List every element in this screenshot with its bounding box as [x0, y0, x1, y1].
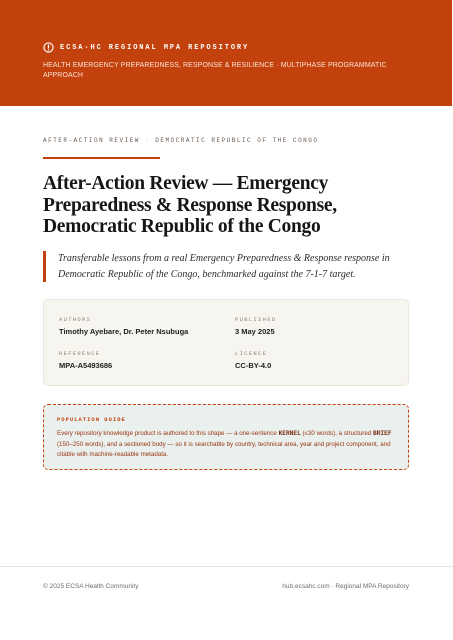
meta-reference-label: REFERENCE: [59, 350, 101, 357]
guide-text-3: (150–250 words), and a sectioned body — so it is searchable by country, technical area, year and project component, and citable with machine-readable metadata.: [57, 440, 391, 458]
guide-text-2: (≤30 words), a structured: [300, 430, 373, 437]
guide-keyword-kernel: KERNEL: [278, 430, 301, 437]
footer-divider: [0, 566, 453, 567]
meta-reference-value: MPA-A5493686: [59, 361, 113, 370]
lede-quote: Transferable lessons from a real Emergency Preparedness & Response response in Democratic Republic of the Congo, benchmarked against the 7-1-7 target.: [43, 251, 403, 282]
meta-published: [235, 316, 276, 336]
meta-licence-label: LICENCE: [235, 350, 268, 357]
meta-licence: [235, 350, 271, 370]
meta-reference: [59, 350, 112, 370]
meta-authors-value: Timothy Ayebare, Dr. Peter Nsubuga: [59, 327, 189, 336]
meta-authors: [59, 316, 188, 336]
page-title: After-Action Review — Emergency Preparedness & Response Response, Democratic Republic of the Congo: [43, 173, 337, 237]
eyebrow-separator: ·: [145, 137, 151, 144]
repository-header: [0, 0, 452, 106]
meta-published-value: 3 May 2025: [235, 327, 275, 336]
document-type: AFTER-ACTION REVIEW: [43, 137, 140, 144]
accent-rule: [43, 157, 160, 159]
document-eyebrow: [43, 137, 318, 144]
population-guide: [43, 404, 409, 470]
guide-text-1: Every repository knowledge product is authored to this shape — a one-sentence: [57, 430, 279, 437]
meta-authors-label: AUTHORS: [59, 316, 92, 323]
footer-copyright: © 2025 ECSA Health Community: [43, 583, 139, 590]
meta-licence-value: CC-BY-4.0: [235, 361, 272, 370]
meta-published-label: PUBLISHED: [235, 316, 277, 323]
footer-site-link[interactable]: hub.ecsahc.com · Regional MPA Repository: [282, 583, 409, 590]
guide-keyword-brief: BRIEF: [372, 430, 392, 437]
info-circle-icon: [43, 42, 54, 53]
metadata-card: [43, 299, 409, 386]
brand[interactable]: [43, 42, 249, 53]
document-country: DEMOCRATIC REPUBLIC OF THE CONGO: [155, 137, 319, 144]
brand-name: ECSA-HC REGIONAL MPA REPOSITORY: [60, 43, 250, 52]
population-guide-body: [57, 429, 396, 461]
header-subtitle: HEALTH EMERGENCY PREPAREDNESS, RESPONSE & RESILIENCE · MULTIPHASE PROGRAMMATIC APPROACH: [43, 62, 387, 79]
population-guide-title: POPULATION GUIDE: [57, 416, 126, 423]
